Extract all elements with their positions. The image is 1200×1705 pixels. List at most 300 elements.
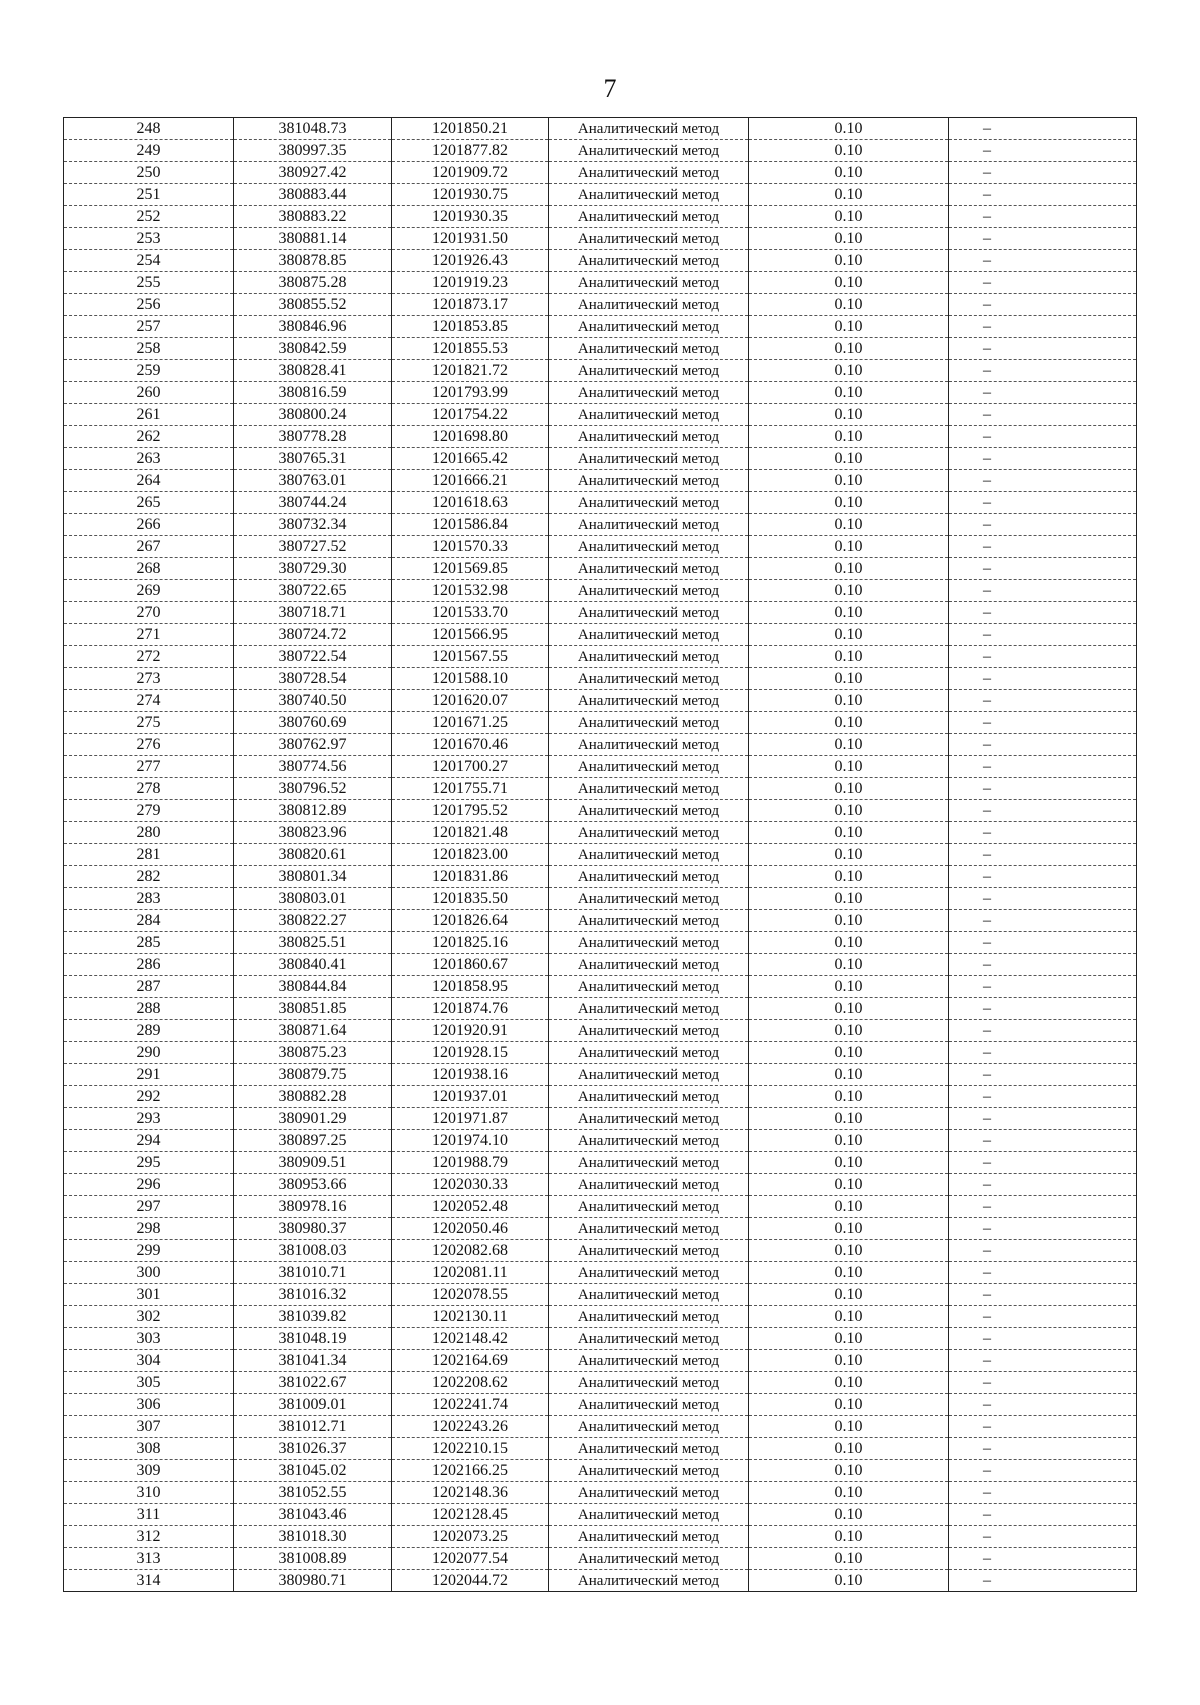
method-cell: Аналитический метод [549,272,749,294]
accuracy-cell: 0.10 [749,1020,949,1042]
table-row [64,1328,1137,1350]
accuracy-cell: 0.10 [749,712,949,734]
accuracy-cell: 0.10 [749,800,949,822]
method-cell: Аналитический метод [549,1350,749,1372]
y-coordinate-cell: 1201858.95 [392,976,549,998]
note-cell: – [949,1438,1137,1460]
note-cell: – [949,778,1137,800]
note-cell: – [949,800,1137,822]
accuracy-cell: 0.10 [749,1306,949,1328]
table-row [64,668,1137,690]
x-coordinate-cell: 380878.85 [234,250,392,272]
point-number-cell: 300 [64,1262,234,1284]
table-row [64,1240,1137,1262]
point-number-cell: 298 [64,1218,234,1240]
accuracy-cell: 0.10 [749,1526,949,1548]
table-row [64,646,1137,668]
table-row [64,998,1137,1020]
table-row [64,1086,1137,1108]
x-coordinate-cell: 381052.55 [234,1482,392,1504]
point-number-cell: 278 [64,778,234,800]
accuracy-cell: 0.10 [749,1460,949,1482]
method-cell: Аналитический метод [549,514,749,536]
y-coordinate-cell: 1201698.80 [392,426,549,448]
accuracy-cell: 0.10 [749,756,949,778]
accuracy-cell: 0.10 [749,1262,949,1284]
x-coordinate-cell: 381009.01 [234,1394,392,1416]
x-coordinate-cell: 380883.22 [234,206,392,228]
note-cell: – [949,1262,1137,1284]
y-coordinate-cell: 1201588.10 [392,668,549,690]
accuracy-cell: 0.10 [749,382,949,404]
point-number-cell: 282 [64,866,234,888]
accuracy-cell: 0.10 [749,910,949,932]
table-row [64,1064,1137,1086]
accuracy-cell: 0.10 [749,580,949,602]
point-number-cell: 285 [64,932,234,954]
note-cell: – [949,404,1137,426]
accuracy-cell: 0.10 [749,1042,949,1064]
point-number-cell: 272 [64,646,234,668]
method-cell: Аналитический метод [549,690,749,712]
x-coordinate-cell: 380825.51 [234,932,392,954]
note-cell: – [949,470,1137,492]
method-cell: Аналитический метод [549,1174,749,1196]
note-cell: – [949,1218,1137,1240]
table-row [64,206,1137,228]
method-cell: Аналитический метод [549,470,749,492]
table-row [64,976,1137,998]
accuracy-cell: 0.10 [749,1438,949,1460]
x-coordinate-cell: 380882.28 [234,1086,392,1108]
method-cell: Аналитический метод [549,1086,749,1108]
method-cell: Аналитический метод [549,888,749,910]
method-cell: Аналитический метод [549,998,749,1020]
table-row [64,1482,1137,1504]
x-coordinate-cell: 380875.28 [234,272,392,294]
table-row [64,1394,1137,1416]
x-coordinate-cell: 380844.84 [234,976,392,998]
note-cell: – [949,1196,1137,1218]
note-cell: – [949,382,1137,404]
y-coordinate-cell: 1202148.42 [392,1328,549,1350]
x-coordinate-cell: 380816.59 [234,382,392,404]
accuracy-cell: 0.10 [749,338,949,360]
y-coordinate-cell: 1201795.52 [392,800,549,822]
table-row [64,1438,1137,1460]
x-coordinate-cell: 381022.67 [234,1372,392,1394]
note-cell: – [949,1416,1137,1438]
x-coordinate-cell: 381039.82 [234,1306,392,1328]
method-cell: Аналитический метод [549,910,749,932]
y-coordinate-cell: 1202050.46 [392,1218,549,1240]
note-cell: – [949,1020,1137,1042]
y-coordinate-cell: 1201874.76 [392,998,549,1020]
y-coordinate-cell: 1202078.55 [392,1284,549,1306]
accuracy-cell: 0.10 [749,1328,949,1350]
x-coordinate-cell: 380879.75 [234,1064,392,1086]
y-coordinate-cell: 1202081.11 [392,1262,549,1284]
point-number-cell: 291 [64,1064,234,1086]
point-number-cell: 302 [64,1306,234,1328]
table-row [64,910,1137,932]
note-cell: – [949,1306,1137,1328]
accuracy-cell: 0.10 [749,1570,949,1592]
y-coordinate-cell: 1201823.00 [392,844,549,866]
method-cell: Аналитический метод [549,1548,749,1570]
x-coordinate-cell: 380980.71 [234,1570,392,1592]
y-coordinate-cell: 1201909.72 [392,162,549,184]
method-cell: Аналитический метод [549,448,749,470]
table-row [64,1130,1137,1152]
x-coordinate-cell: 380744.24 [234,492,392,514]
method-cell: Аналитический метод [549,492,749,514]
table-row [64,1196,1137,1218]
accuracy-cell: 0.10 [749,888,949,910]
y-coordinate-cell: 1201920.91 [392,1020,549,1042]
y-coordinate-cell: 1201826.64 [392,910,549,932]
method-cell: Аналитический метод [549,734,749,756]
method-cell: Аналитический метод [549,558,749,580]
note-cell: – [949,162,1137,184]
note-cell: – [949,976,1137,998]
accuracy-cell: 0.10 [749,184,949,206]
x-coordinate-cell: 381048.19 [234,1328,392,1350]
point-number-cell: 260 [64,382,234,404]
point-number-cell: 311 [64,1504,234,1526]
table-row [64,822,1137,844]
x-coordinate-cell: 381016.32 [234,1284,392,1306]
x-coordinate-cell: 381012.71 [234,1416,392,1438]
table-row [64,1526,1137,1548]
accuracy-cell: 0.10 [749,844,949,866]
accuracy-cell: 0.10 [749,1416,949,1438]
note-cell: – [949,492,1137,514]
accuracy-cell: 0.10 [749,998,949,1020]
accuracy-cell: 0.10 [749,536,949,558]
table-row [64,954,1137,976]
point-number-cell: 296 [64,1174,234,1196]
y-coordinate-cell: 1202082.68 [392,1240,549,1262]
note-cell: – [949,1042,1137,1064]
accuracy-cell: 0.10 [749,448,949,470]
accuracy-cell: 0.10 [749,690,949,712]
y-coordinate-cell: 1202052.48 [392,1196,549,1218]
point-number-cell: 265 [64,492,234,514]
note-cell: – [949,888,1137,910]
point-number-cell: 255 [64,272,234,294]
x-coordinate-cell: 380724.72 [234,624,392,646]
method-cell: Аналитический метод [549,668,749,690]
table-row [64,778,1137,800]
y-coordinate-cell: 1202208.62 [392,1372,549,1394]
method-cell: Аналитический метод [549,1196,749,1218]
point-number-cell: 295 [64,1152,234,1174]
y-coordinate-cell: 1201670.46 [392,734,549,756]
x-coordinate-cell: 380727.52 [234,536,392,558]
accuracy-cell: 0.10 [749,646,949,668]
method-cell: Аналитический метод [549,140,749,162]
method-cell: Аналитический метод [549,1438,749,1460]
point-number-cell: 290 [64,1042,234,1064]
y-coordinate-cell: 1201620.07 [392,690,549,712]
accuracy-cell: 0.10 [749,1482,949,1504]
accuracy-cell: 0.10 [749,514,949,536]
accuracy-cell: 0.10 [749,1196,949,1218]
method-cell: Аналитический метод [549,404,749,426]
point-number-cell: 258 [64,338,234,360]
note-cell: – [949,1328,1137,1350]
x-coordinate-cell: 380722.65 [234,580,392,602]
x-coordinate-cell: 380842.59 [234,338,392,360]
note-cell: – [949,558,1137,580]
x-coordinate-cell: 381008.89 [234,1548,392,1570]
x-coordinate-cell: 380732.34 [234,514,392,536]
method-cell: Аналитический метод [549,932,749,954]
accuracy-cell: 0.10 [749,558,949,580]
table-row [64,426,1137,448]
table-row [64,1416,1137,1438]
table-row [64,272,1137,294]
y-coordinate-cell: 1202128.45 [392,1504,549,1526]
point-number-cell: 306 [64,1394,234,1416]
accuracy-cell: 0.10 [749,1174,949,1196]
table-row [64,118,1137,140]
y-coordinate-cell: 1201850.21 [392,118,549,140]
accuracy-cell: 0.10 [749,1108,949,1130]
point-number-cell: 288 [64,998,234,1020]
point-number-cell: 271 [64,624,234,646]
point-number-cell: 292 [64,1086,234,1108]
note-cell: – [949,1504,1137,1526]
point-number-cell: 308 [64,1438,234,1460]
accuracy-cell: 0.10 [749,1284,949,1306]
table-row [64,734,1137,756]
y-coordinate-cell: 1202148.36 [392,1482,549,1504]
method-cell: Аналитический метод [549,1240,749,1262]
method-cell: Аналитический метод [549,360,749,382]
x-coordinate-cell: 380774.56 [234,756,392,778]
point-number-cell: 275 [64,712,234,734]
note-cell: – [949,602,1137,624]
point-number-cell: 314 [64,1570,234,1592]
y-coordinate-cell: 1201618.63 [392,492,549,514]
point-number-cell: 281 [64,844,234,866]
method-cell: Аналитический метод [549,822,749,844]
note-cell: – [949,514,1137,536]
note-cell: – [949,140,1137,162]
point-number-cell: 273 [64,668,234,690]
method-cell: Аналитический метод [549,118,749,140]
x-coordinate-cell: 380801.34 [234,866,392,888]
x-coordinate-cell: 380718.71 [234,602,392,624]
accuracy-cell: 0.10 [749,954,949,976]
note-cell: – [949,1240,1137,1262]
table-row [64,1020,1137,1042]
point-number-cell: 253 [64,228,234,250]
table-row [64,756,1137,778]
y-coordinate-cell: 1201930.35 [392,206,549,228]
x-coordinate-cell: 380760.69 [234,712,392,734]
note-cell: – [949,1174,1137,1196]
point-number-cell: 279 [64,800,234,822]
point-number-cell: 267 [64,536,234,558]
note-cell: – [949,426,1137,448]
y-coordinate-cell: 1201938.16 [392,1064,549,1086]
method-cell: Аналитический метод [549,1504,749,1526]
accuracy-cell: 0.10 [749,734,949,756]
note-cell: – [949,1108,1137,1130]
y-coordinate-cell: 1201821.48 [392,822,549,844]
x-coordinate-cell: 380740.50 [234,690,392,712]
point-number-cell: 310 [64,1482,234,1504]
table-row [64,382,1137,404]
x-coordinate-cell: 380953.66 [234,1174,392,1196]
x-coordinate-cell: 381045.02 [234,1460,392,1482]
method-cell: Аналитический метод [549,1394,749,1416]
table-row [64,492,1137,514]
method-cell: Аналитический метод [549,1570,749,1592]
method-cell: Аналитический метод [549,1526,749,1548]
table-row [64,1284,1137,1306]
table-row [64,1460,1137,1482]
point-number-cell: 263 [64,448,234,470]
table-body [64,118,1137,1592]
point-number-cell: 305 [64,1372,234,1394]
y-coordinate-cell: 1201971.87 [392,1108,549,1130]
point-number-cell: 283 [64,888,234,910]
y-coordinate-cell: 1202073.25 [392,1526,549,1548]
method-cell: Аналитический метод [549,866,749,888]
point-number-cell: 284 [64,910,234,932]
method-cell: Аналитический метод [549,162,749,184]
page-number: 7 [603,74,617,103]
accuracy-cell: 0.10 [749,140,949,162]
y-coordinate-cell: 1202077.54 [392,1548,549,1570]
point-number-cell: 268 [64,558,234,580]
method-cell: Аналитический метод [549,184,749,206]
note-cell: – [949,866,1137,888]
y-coordinate-cell: 1201937.01 [392,1086,549,1108]
x-coordinate-cell: 381026.37 [234,1438,392,1460]
x-coordinate-cell: 380855.52 [234,294,392,316]
point-number-cell: 307 [64,1416,234,1438]
note-cell: – [949,932,1137,954]
x-coordinate-cell: 380729.30 [234,558,392,580]
table-row [64,228,1137,250]
x-coordinate-cell: 380728.54 [234,668,392,690]
point-number-cell: 286 [64,954,234,976]
table-row [64,844,1137,866]
method-cell: Аналитический метод [549,1064,749,1086]
point-number-cell: 294 [64,1130,234,1152]
accuracy-cell: 0.10 [749,1504,949,1526]
method-cell: Аналитический метод [549,1306,749,1328]
x-coordinate-cell: 380978.16 [234,1196,392,1218]
point-number-cell: 301 [64,1284,234,1306]
table-row [64,624,1137,646]
point-number-cell: 277 [64,756,234,778]
accuracy-cell: 0.10 [749,294,949,316]
table-row [64,1152,1137,1174]
method-cell: Аналитический метод [549,756,749,778]
method-cell: Аналитический метод [549,536,749,558]
method-cell: Аналитический метод [549,976,749,998]
method-cell: Аналитический метод [549,1262,749,1284]
x-coordinate-cell: 380875.23 [234,1042,392,1064]
y-coordinate-cell: 1201853.85 [392,316,549,338]
note-cell: – [949,1152,1137,1174]
table-row [64,250,1137,272]
point-number-cell: 312 [64,1526,234,1548]
note-cell: – [949,1570,1137,1592]
accuracy-cell: 0.10 [749,1218,949,1240]
x-coordinate-cell: 380980.37 [234,1218,392,1240]
method-cell: Аналитический метод [549,250,749,272]
note-cell: – [949,536,1137,558]
accuracy-cell: 0.10 [749,228,949,250]
accuracy-cell: 0.10 [749,492,949,514]
note-cell: – [949,580,1137,602]
method-cell: Аналитический метод [549,778,749,800]
point-number-cell: 293 [64,1108,234,1130]
accuracy-cell: 0.10 [749,668,949,690]
table-row [64,602,1137,624]
y-coordinate-cell: 1201533.70 [392,602,549,624]
y-coordinate-cell: 1201666.21 [392,470,549,492]
method-cell: Аналитический метод [549,602,749,624]
accuracy-cell: 0.10 [749,470,949,492]
method-cell: Аналитический метод [549,624,749,646]
point-number-cell: 266 [64,514,234,536]
x-coordinate-cell: 380846.96 [234,316,392,338]
y-coordinate-cell: 1201831.86 [392,866,549,888]
method-cell: Аналитический метод [549,338,749,360]
table-row [64,338,1137,360]
x-coordinate-cell: 381041.34 [234,1350,392,1372]
y-coordinate-cell: 1202210.15 [392,1438,549,1460]
accuracy-cell: 0.10 [749,778,949,800]
point-number-cell: 262 [64,426,234,448]
point-number-cell: 251 [64,184,234,206]
table-row [64,162,1137,184]
point-number-cell: 289 [64,1020,234,1042]
point-number-cell: 261 [64,404,234,426]
point-number-cell: 250 [64,162,234,184]
y-coordinate-cell: 1202164.69 [392,1350,549,1372]
table-row [64,470,1137,492]
method-cell: Аналитический метод [549,1108,749,1130]
method-cell: Аналитический метод [549,206,749,228]
y-coordinate-cell: 1201825.16 [392,932,549,954]
accuracy-cell: 0.10 [749,118,949,140]
table-row [64,1108,1137,1130]
table-row [64,536,1137,558]
y-coordinate-cell: 1202241.74 [392,1394,549,1416]
table-row [64,360,1137,382]
table-row [64,580,1137,602]
note-cell: – [949,294,1137,316]
table-row [64,294,1137,316]
method-cell: Аналитический метод [549,426,749,448]
x-coordinate-cell: 380909.51 [234,1152,392,1174]
accuracy-cell: 0.10 [749,602,949,624]
note-cell: – [949,448,1137,470]
y-coordinate-cell: 1201700.27 [392,756,549,778]
x-coordinate-cell: 380820.61 [234,844,392,866]
table-row [64,1042,1137,1064]
note-cell: – [949,1350,1137,1372]
